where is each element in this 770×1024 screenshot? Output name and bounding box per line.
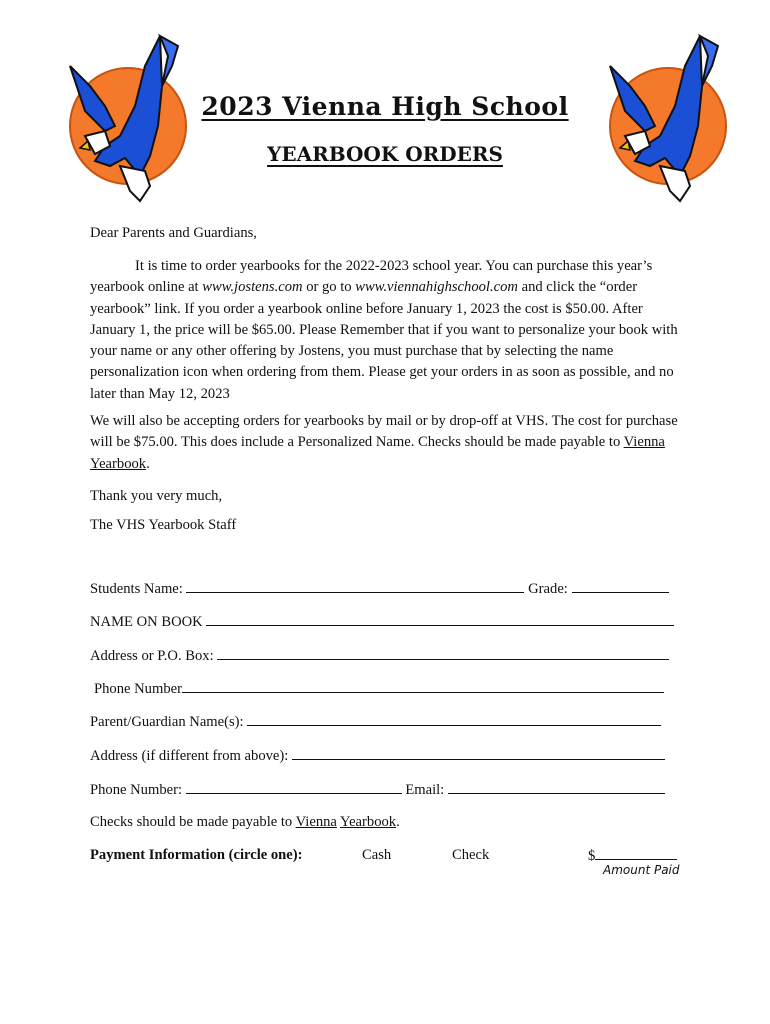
phone2-line[interactable]	[186, 779, 402, 794]
p1-text-a: It is time to order yearbooks for the 2022-2023 school year. You can purchase this year’s yearbook online at	[90, 258, 653, 296]
parent-name-line[interactable]	[247, 711, 661, 726]
phone-field[interactable]	[94, 678, 664, 699]
page-title: 2023 Vienna High School	[201, 92, 569, 121]
name-on-book-label: NAME ON BOOK	[90, 614, 203, 630]
page-subtitle: YEARBOOK ORDERS	[267, 142, 503, 166]
p2-vienna: Vienna	[623, 434, 665, 451]
phone-label: Phone Number	[94, 681, 182, 697]
grade-line[interactable]	[572, 578, 669, 593]
p2-end: .	[146, 455, 150, 472]
p1-text-b: or go to	[302, 279, 356, 296]
address-field[interactable]	[90, 645, 669, 666]
amount-paid-caption: Amount Paid	[603, 863, 680, 877]
alt-address-field[interactable]	[90, 745, 665, 766]
email-label: Email:	[405, 782, 445, 798]
student-name-field[interactable]	[90, 578, 669, 599]
parent-name-field[interactable]	[90, 711, 661, 732]
phone-email-field[interactable]	[90, 779, 665, 800]
checks-vienna: Vienna	[295, 814, 337, 830]
checks-text: Checks should be made payable to	[90, 814, 296, 830]
grade-label: Grade:	[528, 581, 568, 597]
paragraph-online-order	[90, 256, 682, 405]
checks-note	[90, 812, 400, 832]
p2-yearbook: Yearbook	[90, 455, 147, 472]
email-line[interactable]	[448, 779, 665, 794]
vienna-link[interactable]: www.viennahighschool.com	[355, 279, 518, 296]
alt-address-line[interactable]	[292, 745, 665, 760]
payment-label: Payment Information (circle one):	[90, 847, 303, 863]
address-label: Address or P.O. Box:	[90, 648, 214, 664]
dollar-sign: $	[588, 848, 596, 864]
parent-name-label: Parent/Guardian Name(s):	[90, 714, 244, 730]
name-on-book-field[interactable]	[90, 611, 674, 632]
checks-end: .	[396, 814, 400, 830]
greeting: Dear Parents and Guardians,	[90, 225, 257, 241]
amount-line[interactable]	[595, 845, 677, 860]
checks-yearbook: Yearbook	[340, 814, 397, 830]
name-on-book-line[interactable]	[206, 611, 674, 626]
student-name-label: Students Name:	[90, 581, 183, 597]
jostens-link[interactable]: www.jostens.com	[202, 279, 303, 296]
p1-text-c: and click the “order yearbook” link. If you order a yearbook online before January 1, 2023 the cost is $50.00. After January 1, the price will be $65.00. Please Remember that if you want to personalize your book with your name or any other offering by Jostens, you must purchase that by selecting the name personalization icon when ordering from them. Please get your orders in as soon as possible, and no later than May 12, 2023	[90, 279, 678, 402]
address-line[interactable]	[217, 645, 669, 660]
signoff-line: The VHS Yearbook Staff	[90, 517, 237, 533]
check-option[interactable]: Check	[452, 847, 490, 863]
p2-text-a: We will also be accepting orders for yearbooks by mail or by drop-off at VHS. The cost for purchase will be $75.00. This does include a Personalized Name. Checks should be made payable to	[90, 413, 678, 451]
phone-line[interactable]	[182, 678, 664, 693]
alt-address-label: Address (if different from above):	[90, 748, 289, 764]
student-name-line[interactable]	[186, 578, 524, 593]
cash-option[interactable]: Cash	[362, 847, 392, 863]
paragraph-mail-order	[90, 411, 682, 475]
thanks-line: Thank you very much,	[90, 488, 223, 504]
phone2-label: Phone Number:	[90, 782, 183, 798]
